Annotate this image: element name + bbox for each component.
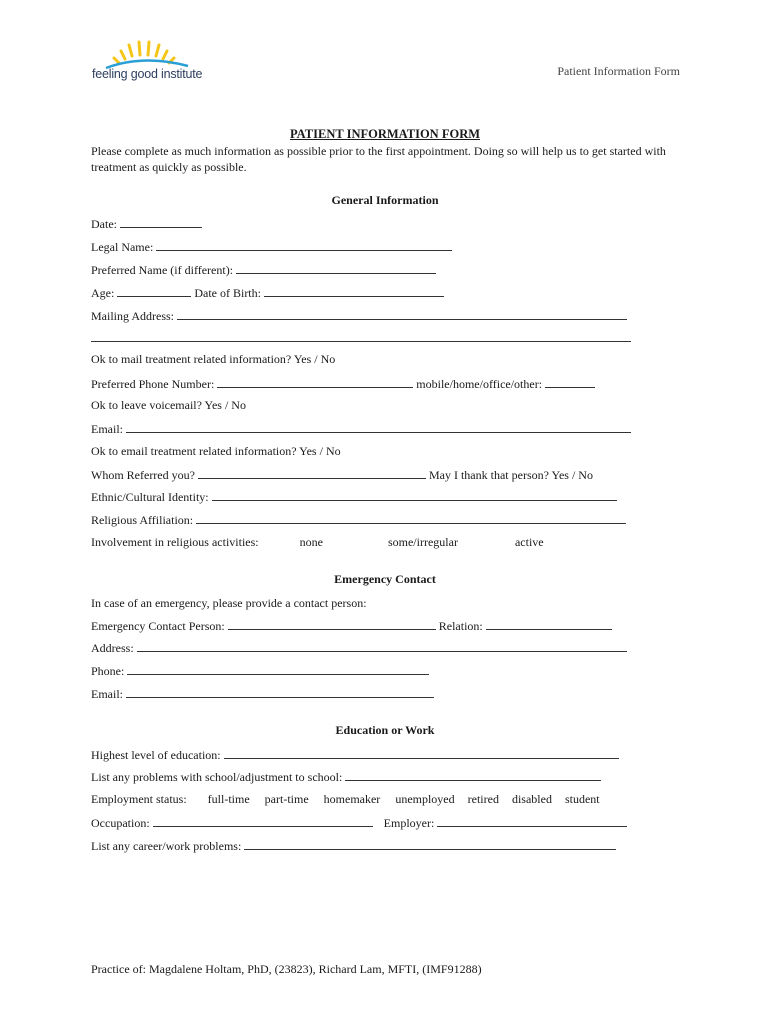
- ethnic-label: Ethnic/Cultural Identity:: [91, 490, 209, 504]
- employment-row: [91, 792, 600, 807]
- phone-type-field[interactable]: [545, 376, 595, 388]
- emergency-email-row: [91, 686, 434, 702]
- employment-option-student[interactable]: student: [564, 792, 600, 806]
- employment-option-part-time[interactable]: part-time: [264, 792, 309, 806]
- emergency-email-field[interactable]: [126, 686, 434, 698]
- intro-text: Please complete as much information as possible prior to the first appointment. Doing so will help us to get started with treatment as quickly as possible.: [91, 144, 666, 174]
- highest-education-field[interactable]: [224, 747, 619, 759]
- mailing-address-label: Mailing Address:: [91, 309, 174, 323]
- school-problems-label: List any problems with school/adjustment to school:: [91, 770, 343, 784]
- mailing-address-row: [91, 308, 627, 324]
- school-problems-field[interactable]: [345, 769, 601, 781]
- page-title: PATIENT INFORMATION FORM: [289, 127, 481, 141]
- emergency-phone-field[interactable]: [127, 663, 429, 675]
- emergency-instruction: In case of an emergency, please provide a contact person:: [91, 596, 367, 610]
- section-heading-education: Education or Work: [335, 723, 435, 737]
- referred-label: Whom Referred you?: [91, 468, 195, 482]
- occupation-field[interactable]: [153, 815, 373, 827]
- age-label: Age:: [91, 286, 115, 300]
- emergency-address-field[interactable]: [137, 640, 627, 652]
- dob-label: Date of Birth:: [194, 286, 261, 300]
- preferred-name-label: Preferred Name (if different):: [91, 263, 234, 277]
- highest-education-label: Highest level of education:: [91, 748, 221, 762]
- email-label: Email:: [91, 422, 123, 436]
- occupation-label: Occupation:: [91, 816, 150, 830]
- ethnic-field[interactable]: [212, 489, 617, 501]
- school-problems-row: [91, 769, 601, 785]
- phone-label: Preferred Phone Number:: [91, 377, 215, 391]
- age-dob-row: [91, 285, 444, 301]
- section-heading-emergency: Emergency Contact: [334, 572, 436, 586]
- highest-education-row: [91, 747, 619, 763]
- sun-logo-icon: [92, 30, 202, 70]
- career-problems-field[interactable]: [244, 838, 616, 850]
- referred-row: [91, 467, 593, 483]
- preferred-name-row: [91, 262, 436, 278]
- age-field[interactable]: [117, 285, 191, 297]
- mailing-address-field[interactable]: [177, 308, 627, 320]
- thank-text: May I thank that person? Yes / No: [428, 468, 593, 482]
- mailing-address-row-2: [91, 330, 631, 346]
- relation-field[interactable]: [486, 618, 612, 630]
- emergency-phone-row: [91, 663, 429, 679]
- emergency-address-label: Address:: [91, 641, 134, 655]
- employer-field[interactable]: [437, 815, 627, 827]
- involvement-option-active[interactable]: active: [514, 535, 544, 549]
- legal-name-label: Legal Name:: [91, 240, 154, 254]
- employment-option-retired[interactable]: retired: [467, 792, 499, 806]
- dob-field[interactable]: [264, 285, 444, 297]
- employment-option-disabled[interactable]: disabled: [511, 792, 552, 806]
- footer-text: Practice of: Magdalene Holtam, PhD, (23823), Richard Lam, MFTI, (IMF91288): [91, 962, 482, 976]
- logo-text: feeling good institute: [92, 67, 203, 81]
- emergency-phone-label: Phone:: [91, 664, 125, 678]
- involvement-option-some[interactable]: some/irregular: [387, 535, 458, 549]
- email-row: [91, 421, 631, 437]
- religious-label: Religious Affiliation:: [91, 513, 194, 527]
- ethnic-row: [91, 489, 617, 505]
- religious-field[interactable]: [196, 512, 626, 524]
- header-title: Patient Information Form: [557, 64, 680, 78]
- preferred-name-field[interactable]: [236, 262, 436, 274]
- phone-field[interactable]: [217, 376, 413, 388]
- career-problems-row: [91, 838, 616, 854]
- religious-row: [91, 512, 626, 528]
- career-problems-label: List any career/work problems:: [91, 839, 242, 853]
- employment-option-homemaker[interactable]: homemaker: [323, 792, 381, 806]
- involvement-option-none[interactable]: none: [299, 535, 323, 549]
- email-field[interactable]: [126, 421, 631, 433]
- ok-email-text: Ok to email treatment related information? Yes / No: [91, 444, 341, 458]
- phone-type-label: mobile/home/office/other:: [416, 377, 543, 391]
- mailing-address-field-2[interactable]: [91, 330, 631, 342]
- involvement-label: Involvement in religious activities:: [91, 535, 259, 549]
- emergency-email-label: Email:: [91, 687, 123, 701]
- emergency-person-field[interactable]: [228, 618, 436, 630]
- relation-label: Relation:: [438, 619, 483, 633]
- employment-label: Employment status:: [91, 792, 187, 806]
- referred-field[interactable]: [198, 467, 426, 479]
- emergency-person-row: [91, 618, 612, 634]
- involvement-row: [91, 535, 544, 550]
- date-label: Date:: [91, 217, 117, 231]
- legal-name-field[interactable]: [156, 239, 452, 251]
- date-field[interactable]: [120, 216, 202, 228]
- emergency-address-row: [91, 640, 627, 656]
- employer-label: Employer:: [383, 816, 435, 830]
- legal-name-row: [91, 239, 452, 255]
- occupation-row: [91, 815, 627, 831]
- phone-row: [91, 376, 595, 392]
- date-row: [91, 216, 202, 232]
- section-heading-general: General Information: [331, 193, 439, 207]
- employment-option-unemployed[interactable]: unemployed: [395, 792, 455, 806]
- logo: [92, 30, 212, 85]
- ok-mail-text: Ok to mail treatment related information? Yes / No: [91, 352, 336, 366]
- emergency-person-label: Emergency Contact Person:: [91, 619, 225, 633]
- employment-option-full-time[interactable]: full-time: [207, 792, 250, 806]
- voicemail-text: Ok to leave voicemail? Yes / No: [91, 398, 246, 412]
